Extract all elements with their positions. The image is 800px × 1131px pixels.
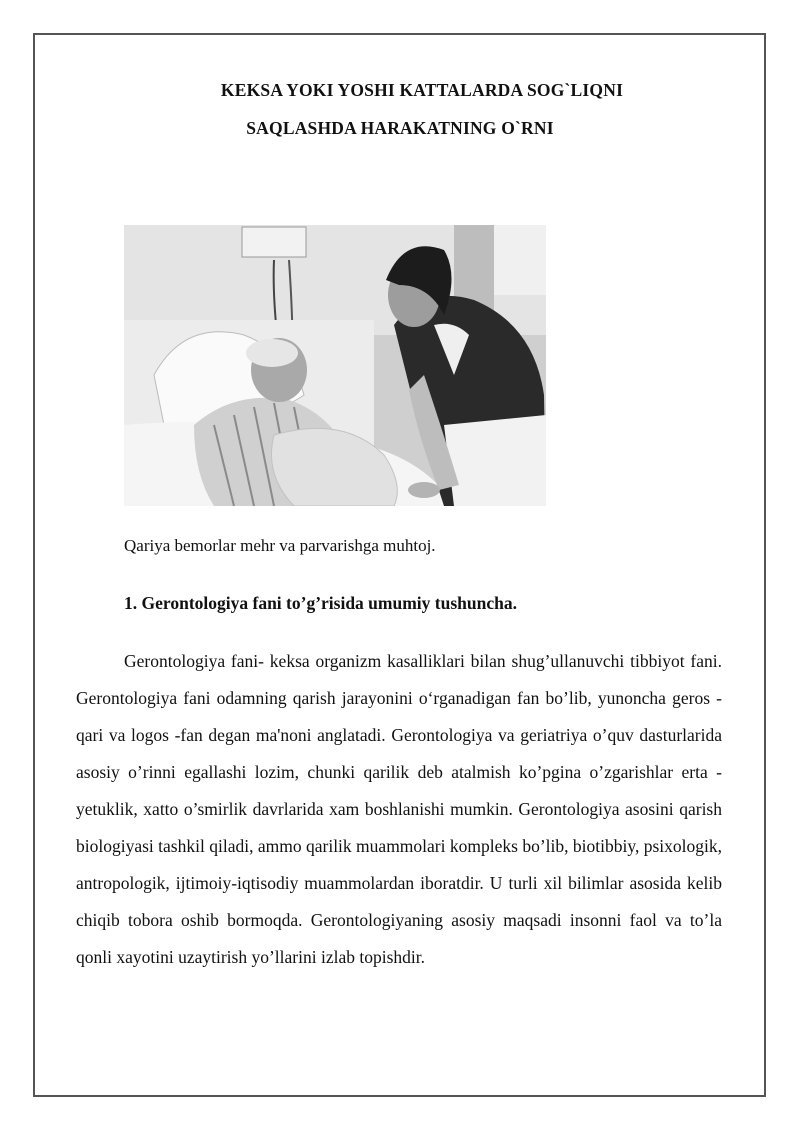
- document-title-line-2: SAQLASHDA HARAKATNING O`RNI: [246, 118, 554, 138]
- photo-caption: Qariya bemorlar mehr va parvarishga muhtoj.: [124, 536, 436, 555]
- section-heading: 1. Gerontologiya fani to’g’risida umumiy tushuncha.: [124, 593, 517, 613]
- nurse-with-elderly-patient-photo: [124, 225, 546, 506]
- body-paragraph: Gerontologiya fani- keksa organizm kasalliklari bilan shug’ullanuvchi tibbiyot fani. Gerontologiya fani odamning qarish jarayonini o‘rganadigan fan bo’lib, yunoncha geros -qari va logos -fan degan ma'noni anglatadi. Gerontologiya va geriatriya o’quv dasturlarida asosiy o’rinni egallashi lozim, chunki qarilik deb atalmish ko’pgina o’zgarishlar erta - yetuklik, xatto o’smirlik davrlarida xam boshlanishi mumkin. Gerontologiya asosini qarish biologiyasi tashkil qiladi, ammo qarilik muammolari kompleks bo’lib, biotibbiy, psixologik, antropologik, ijtimoiy-iqtisodiy muammolardan iboratdir. U turli xil bilimlar asosida kelib chiqib tobora oshib bormoqda. Gerontologiyaning asosiy maqsadi insonni faol va to’la qonli xayotini uzaytirish yo’llarini izlab topishdir.: [76, 651, 722, 967]
- document-title-line-1: KEKSA YOKI YOSHI KATTALARDA SOG`LIQNI: [220, 80, 624, 100]
